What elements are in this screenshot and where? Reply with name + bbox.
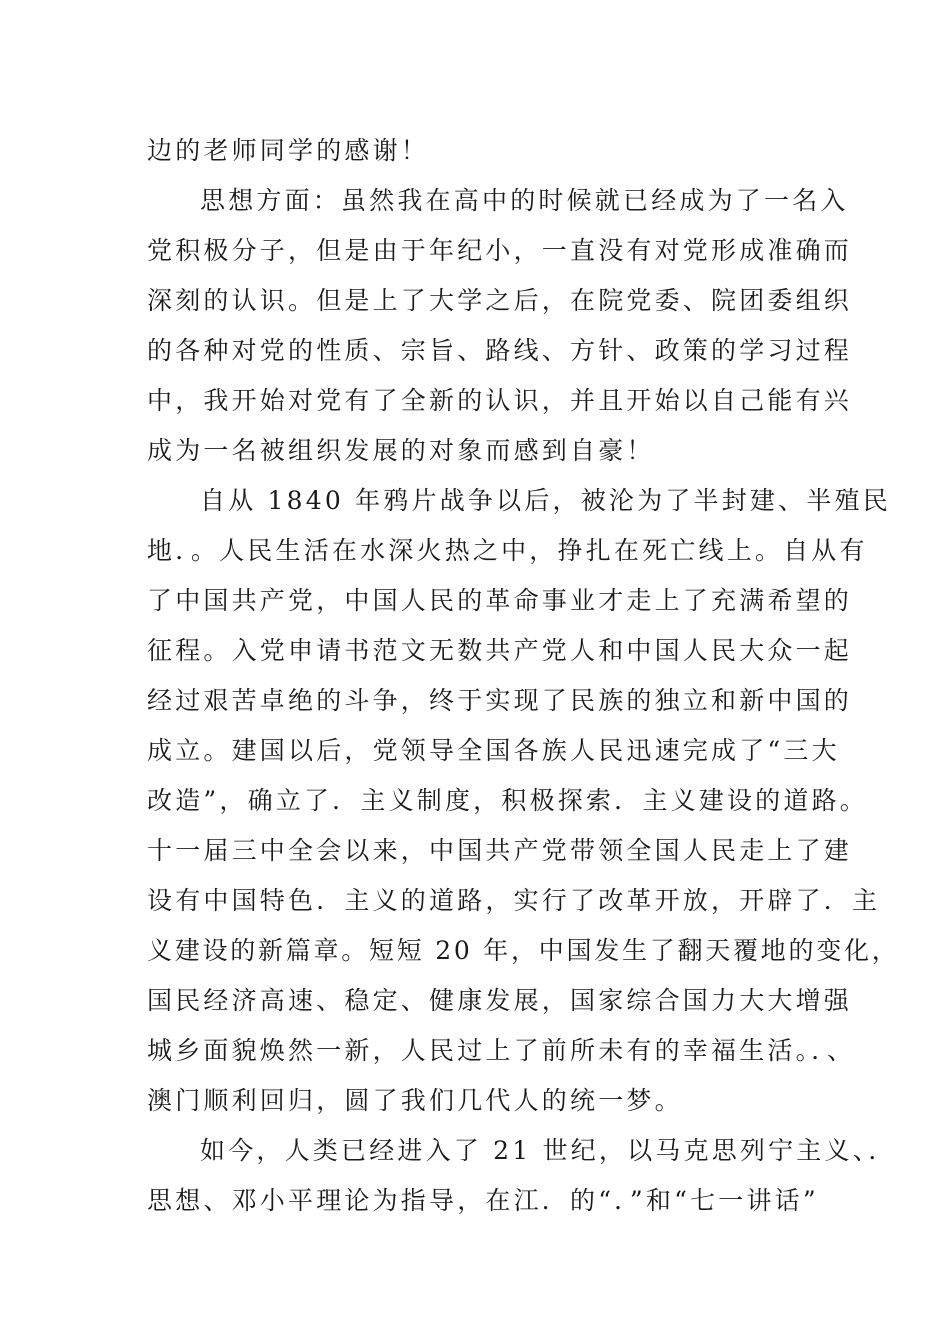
text-line: 深刻的认识。但是上了大学之后，在院党委、院团委组织 <box>147 286 853 315</box>
text-line: 党积极分子，但是由于年纪小，一直没有对党形成准确而 <box>147 236 853 265</box>
text-line: 十一届三中全会以来，中国共产党带领全国人民走上了建 <box>147 836 853 865</box>
text-line: 设有中国特色．主义的道路，实行了改革开放，开辟了．主 <box>147 886 881 915</box>
text-line: 中，我开始对党有了全新的认识，并且开始以自己能有兴 <box>147 386 853 415</box>
paragraph-start-line: 如今，人类已经进入了 21 世纪，以马克思列宁主义、． <box>200 1136 897 1165</box>
text-line: 义建设的新篇章。短短 20 年，中国发生了翻天覆地的变化， <box>147 936 900 965</box>
text-line: 征程。入党申请书范文无数共产党人和中国人民大众一起 <box>147 636 853 665</box>
text-line: 了中国共产党，中国人民的革命事业才走上了充满希望的 <box>147 586 853 615</box>
paragraph-start-line: 思想方面：虽然我在高中的时候就已经成为了一名入 <box>200 186 849 215</box>
paragraph-start-line: 自从 1840 年鸦片战争以后，被沦为了半封建、半殖民 <box>200 486 891 515</box>
text-line: 城乡面貌焕然一新，人民过上了前所未有的幸福生活。．、 <box>147 1036 856 1065</box>
text-line: 经过艰苦卓绝的斗争，终于实现了民族的独立和新中国的 <box>147 686 853 715</box>
text-line: 思想、邓小平理论为指导，在江．的“．”和“七一讲话” <box>147 1186 819 1215</box>
text-line: 澳门顺利回归，圆了我们几代人的统一梦。 <box>147 1086 683 1115</box>
text-line: 的各种对党的性质、宗旨、路线、方针、政策的学习过程 <box>147 336 853 365</box>
text-line: 成立。建国以后，党领导全国各族人民迅速完成了“三大 <box>147 736 840 765</box>
text-line: 改造”，确立了．主义制度，积极探索．主义建设的道路。 <box>147 786 868 815</box>
text-line: 地．。人民生活在水深火热之中，挣扎在死亡线上。自从有 <box>147 536 868 565</box>
text-line: 边的老师同学的感谢！ <box>147 136 430 165</box>
text-line: 国民经济高速、稳定、健康发展，国家综合国力大大增强 <box>147 986 853 1015</box>
text-line: 成为一名被组织发展的对象而感到自豪！ <box>147 436 655 465</box>
